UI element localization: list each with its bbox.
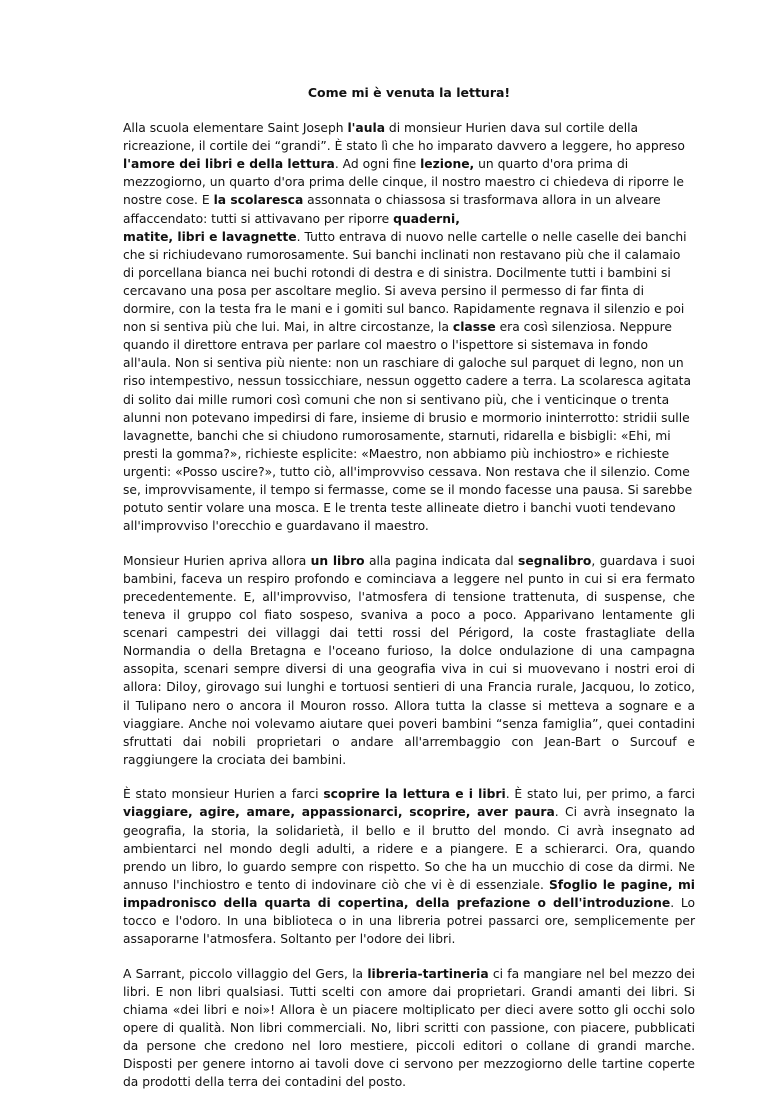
document-page [123, 84, 695, 1108]
text-run: . Tutto entrava di nuovo nelle cartelle o nelle caselle dei banchi che si richiudevano rumorosamente. Sui banchi inclinati non restavano più che il calamaio di porcellana bianca nei buchi rotondi di destra e di sinistra. Docilmente tutti i bambini si cercavano una posa per ascoltare meglio. Si aveva persino il permesso di far finta di dormire, con la testa fra le mani e i gomiti sul banco. Rapidamente regnava il silenzio e poi non si sentiva più che lui. Mai, in altre circostanze, la [123, 229, 687, 335]
bold-phrase: un libro [310, 553, 365, 568]
text-run: , guardava i suoi bambini, faceva un respiro profondo e cominciava a leggere nel punto in cui si era fermato precedentemente. E, all'improvviso, l'atmosfera di tensione trattenuta, di suspense, che teneva il gruppo col fiato sospeso, svaniva a poco a poco. Apparivano lentamente gli scenari campestri dei villaggi dai tetti rossi del Périgord, la coste frastagliate della Normandia o della Bretagna e l'oceano furioso, la dolce ondulazione di una campagna assopita, scenari sempre diversi di una geografia viva in cui si muovevano i nostri eroi di allora: Diloy, girovago sui lunghi e tortuosi sentieri di una Francia rurale, Jacquou, lo zotico, il Tulipano nero o ancora il Mouron rosso. Allora tutta la classe si metteva a sognare e a viaggiare. Anche noi volevamo aiutare quei poveri bambini “senza famiglia”, quei contadini sfruttati dai nobili proprietari o andare all'arrembaggio con Jean-Bart o Surcouf e raggiungere la crociata dei bambini. [123, 553, 695, 767]
text-run: era così silenziosa. Neppure quando il direttore entrava per parlare col maestro o l'ispettore si sistemava in fondo all'aula. Non si sentiva più niente: non un raschiare di galoche sul parquet di legno, non un riso intempestivo, nessun tossicchiare, nessun oggetto cadere a terra. La scolaresca agitata di solito dai mille rumori così comuni che non si sentivano più, che i venticinque o trenta alunni non potevano impedirsi di fare, insieme di brusio e mormorio ininterrotto: stridii sulle lavagnette, banchi che si chiudono rumorosamente, starnuti, ridarella e bisbigli: «Ehi, mi presti la gomma?», richieste esplicite: «Maestro, non abbiamo più inchiostro» e richieste urgenti: «Posso uscire?», tutto ciò, all'improvviso cessava. Non restava che il silenzio. Come se, improvvisamente, il tempo si fermasse, come se il mondo facesse una pausa. Si sarebbe potuto sentir volare una mosca. E le trenta teste allineate dietro i banchi vuoti tendevano all'improvviso l'orecchio e guardavano il maestro. [123, 320, 693, 534]
bold-phrase: viaggiare, agire, amare, appassionarci, scoprire, aver paura [123, 805, 555, 820]
bold-phrase: segnalibro [518, 553, 592, 568]
paragraph-1 [123, 119, 695, 535]
bold-phrase: quaderni, [393, 211, 460, 226]
bold-phrase: libreria-tartineria [367, 966, 489, 981]
document-title: Come mi è venuta la lettura! [307, 85, 511, 100]
bold-phrase: matite, libri e lavagnette [123, 229, 297, 244]
text-run: . Lo tocco e l'odoro. In una biblioteca o in una libreria potrei passarci ore, semplicemente per assaporarne l'atmosfera. Soltanto per l'odore dei libri. [123, 895, 695, 947]
bold-phrase: scoprire la lettura e i libri [323, 787, 506, 802]
text-run: alla pagina indicata dal [364, 553, 519, 568]
text-run: A Sarrant, piccolo villaggio del Gers, la [123, 966, 368, 981]
text-run: un quarto d'ora prima di mezzogiorno, un quarto d'ora prima delle cinque, il nostro maestro ci chiedeva di riporre le nostre cose. E [123, 157, 684, 208]
bold-phrase: l'amore dei libri e della lettura [123, 157, 335, 172]
paragraph-3 [123, 785, 695, 948]
bold-phrase: classe [452, 320, 496, 335]
bold-phrase: l'aula [347, 121, 385, 136]
text-run: . È stato lui, per primo, a farci [505, 787, 695, 802]
paragraph-4 [123, 965, 695, 1092]
text-run: È stato monsieur Hurien a farci [123, 787, 324, 802]
text-run: Monsieur Hurien apriva allora [123, 553, 311, 568]
bold-phrase: la scolaresca [213, 193, 304, 208]
text-run: Alla scuola elementare Saint Joseph [123, 121, 348, 136]
bold-phrase: lezione, [420, 157, 475, 172]
text-run: di monsieur Hurien dava sul cortile della ricreazione, il cortile dei “grandi”. È stato lì che ho imparato davvero a leggere, ho appreso [123, 121, 685, 154]
text-run: . Ad ogni fine [334, 157, 421, 172]
document-body [123, 119, 695, 1091]
text-run: ci fa mangiare nel bel mezzo dei libri. E non libri qualsiasi. Tutti scelti con amore dai proprietari. Grandi amanti dei libri. Si chiama «dei libri e noi»! Allora è un piacere moltiplicato per dieci avere sotto gli occhi solo opere di qualità. Non libri commerciali. No, libri scritti con passione, con piacere, pubblicati da persone che credono nel loro mestiere, piccoli editori o collane di grandi marche. Disposti per genere intorno ai tavoli dove ci servono per mezzogiorno delle tartine coperte da prodotti della terra dei contadini del posto. [123, 966, 695, 1090]
paragraph-2 [123, 552, 695, 769]
bold-phrase: Sfoglio le pagine, mi impadronisco della quarta di copertina, della prefazione o dell'introduzione [123, 877, 695, 910]
text-run: . Ci avrà insegnato la geografia, la storia, la solidarietà, il bello e il brutto del mondo. Ci avrà insegnato ad ambientarci nel mondo degli adulti, a ridere e a piangere. E a schierarci. Ora, quando prendo un libro, lo guardo sempre con rispetto. So che ha un mucchio di cose da dirmi. Ne annuso l'inchiostro e tento di indovinare ciò che vi è di essenziale. [123, 805, 695, 892]
text-run: assonnata o chiassosa si trasformava allora in un alveare affaccendato: tutti si attivavano per riporre [123, 193, 661, 226]
